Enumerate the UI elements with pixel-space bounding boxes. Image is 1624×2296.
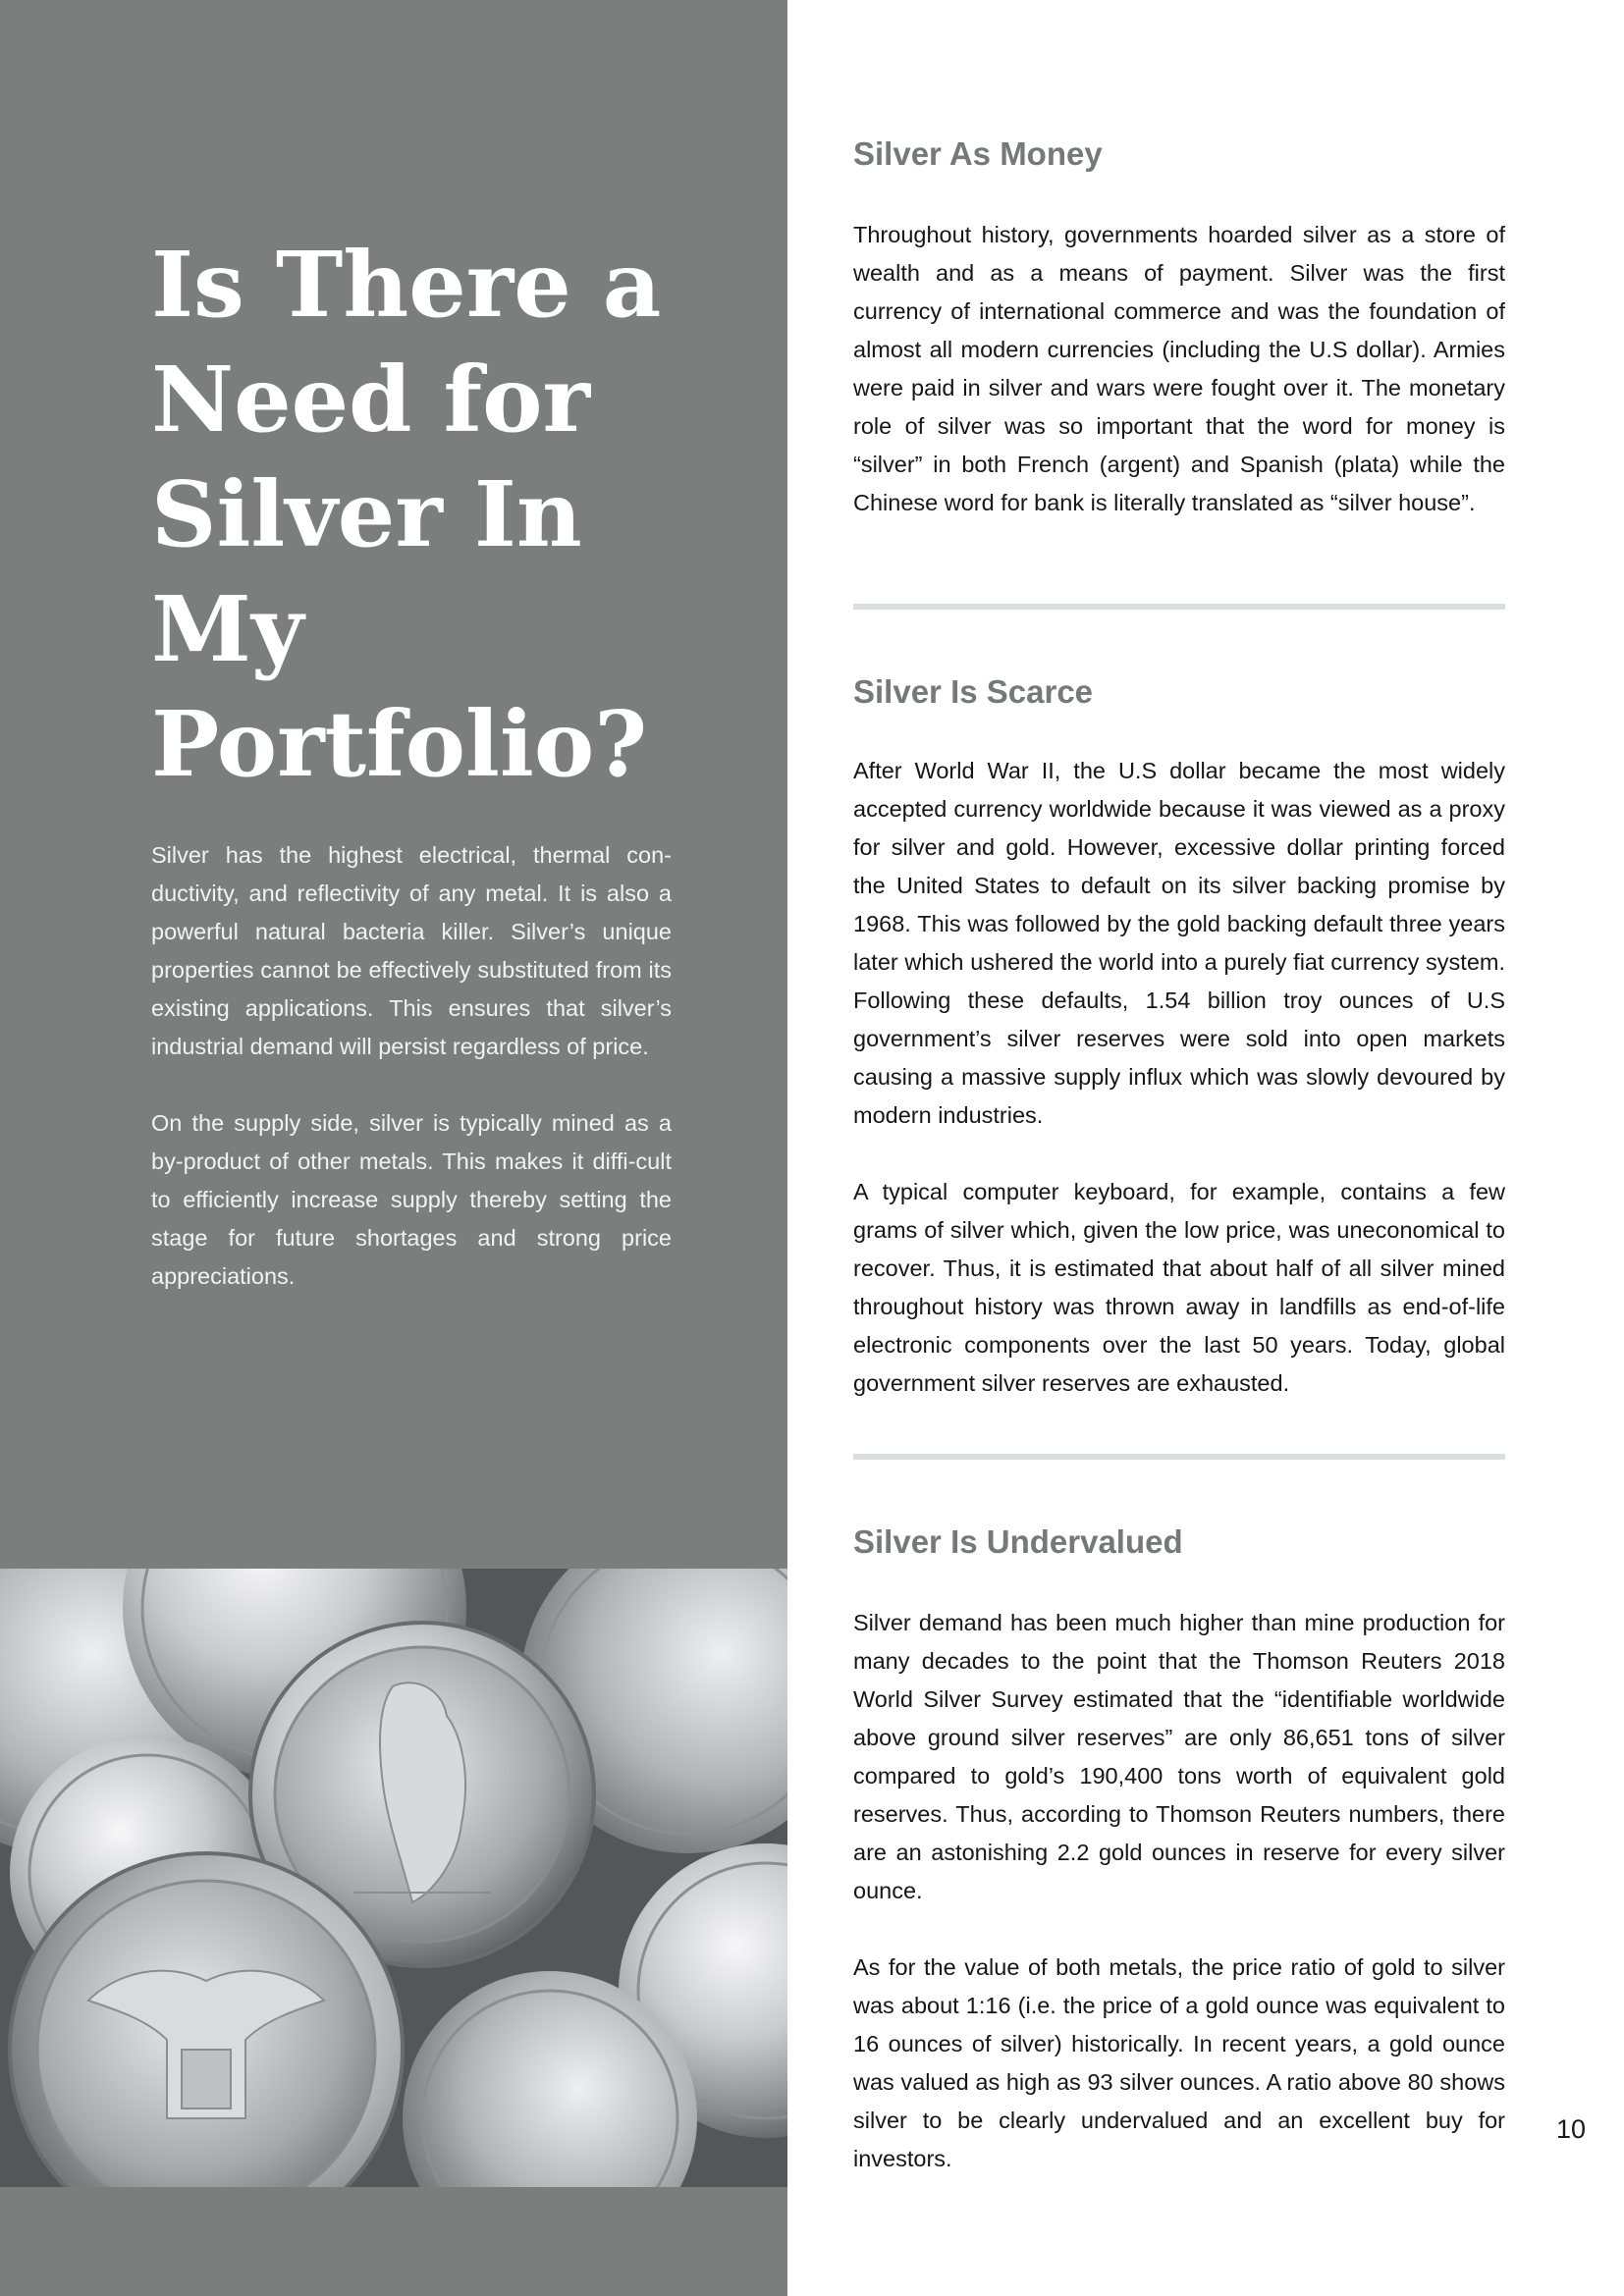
section-divider	[853, 604, 1505, 610]
section-body-silver-as-money	[853, 216, 1505, 522]
silver-coins-image	[0, 1569, 787, 2187]
section-paragraph: Throughout history, governments hoarded silver as a store of wealth and as a means of payment. Silver was the first currency of international commerce and was the foundation of almost all modern currencies (including the U.S dollar). Armies were paid in silver and wars were fought over it. The monetary role of silver was so important that the word for money is “silver” in both French (argent) and Spanish (plata) while the Chinese word for bank is literally translated as “silver house”.	[853, 222, 1505, 515]
section-paragraph: Silver demand has been much higher than mine production for many decades to the point that the Thomson Reuters 2018 World Silver Survey estimated that the “identifiable worldwide above ground silver reserves” are only 86,651 tons of silver compared to gold’s 190,400 tons worth of equivalent gold reserves. Thus, according to Thomson Reuters numbers, there are an astonishing 2.2 gold ounces in reserve for every silver ounce.	[853, 1610, 1505, 1903]
page-title: Is There a Need for Silver In My Portfolio?	[151, 232, 662, 797]
section-paragraph: As for the value of both metals, the price ratio of gold to silver was about 1:16 (i.e. the price of a gold ounce was equivalent to 16 ounces of silver) historically. In recent years, a gold ounce was valued as high as 93 silver ounces. A ratio above 80 shows silver to be clearly undervalued and an excellent buy for investors.	[853, 1954, 1505, 2171]
intro-paragraph: Silver has the highest electrical, thermal con-ductivity, and reflectivity of any metal. It is also a powerful natural bacteria killer. Silver’s unique properties cannot be effectively substituted from its existing applications. This ensures that silver’s industrial demand will persist regardless of price.	[151, 842, 672, 1059]
intro-text	[151, 836, 672, 1334]
section-divider	[853, 1454, 1505, 1460]
intro-paragraph: On the supply side, silver is typically mined as a by-product of other metals. This makes it diffi-cult to efficiently increase supply thereby setting the stage for future shortages and strong price appreciations.	[151, 1110, 672, 1289]
section-body-silver-is-undervalued	[853, 1604, 1505, 2178]
section-paragraph: After World War II, the U.S dollar became the most widely accepted currency worldwide because it was viewed as a proxy for silver and gold. However, excessive dollar printing forced the United States to default on its silver backing promise by 1968. This was followed by the gold backing default three years later which ushered the world into a purely fiat currency system. Following these defaults, 1.54 billion troy ounces of U.S government’s silver reserves were sold into open markets causing a massive supply influx which was slowly devoured by modern industries.	[853, 758, 1505, 1128]
section-heading-silver-is-undervalued: Silver Is Undervalued	[853, 1523, 1183, 1560]
section-heading-silver-as-money: Silver As Money	[853, 135, 1103, 172]
section-heading-silver-is-scarce: Silver Is Scarce	[853, 673, 1094, 710]
section-paragraph: A typical computer keyboard, for example, contains a few grams of silver which, given the low price, was uneconomical to recover. Thus, it is estimated that about half of all silver mined throughout history was thrown away in landfills as end-of-life electronic components over the last 50 years. Today, global government silver reserves are exhausted.	[853, 1179, 1505, 1396]
page-number: 10	[1555, 2114, 1587, 2144]
section-body-silver-is-scarce	[853, 752, 1505, 1403]
